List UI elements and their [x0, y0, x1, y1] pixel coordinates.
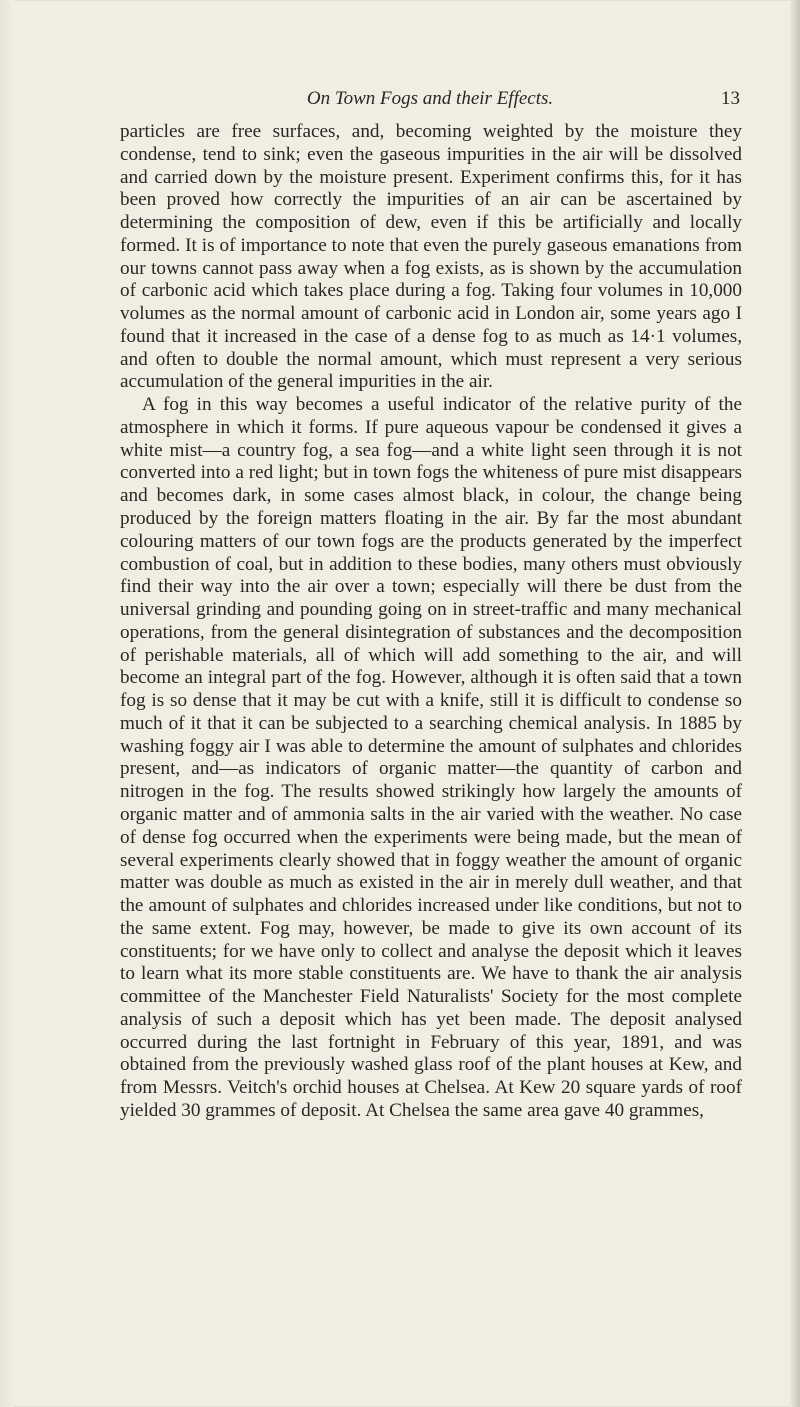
paragraph-fog-indicator: A fog in this way becomes a useful indicator of the relative purity of the atmosphere in which it forms. If pure aqueous vapour be condensed it gives a white mist—a country fog, a sea fog—and a white light seen through it is not converted into a red light; but in town fogs the whiteness of pure mist disappears and becomes dark, in some cases almost black, in colour, the change being produced by the foreign matters floating in the air. By far the most abundant colouring matters of our town fogs are the products generated by the imperfect combustion of coal, but in addition to these bodies, many others must obviously find their way into the air over a town; especially will there be dust from the universal grinding and pounding going on in street-traffic and many mechanical operations, from the general disintegration of substances and the decomposition of perishable materials, all of which will add something to the air, and will become an integral part of the fog. However, although it is often said that a town fog is so dense that it may be cut with a knife, still it is difficult to condense so much of it that it can be subjected to a searching chemical analysis. In 1885 by washing foggy air I was able to determine the amount of sulphates and chlorides present, and—as indicators of organic matter—the quantity of carbon and nitrogen in the fog. The results showed strikingly how largely the amounts of organic matter and of ammonia salts in the air varied with the weather. No case of dense fog occurred when the experiments were being made, but the mean of several experiments clearly showed that in foggy weather the amount of organic matter was double as much as existed in the air in merely dull weather, and that the amount of sulphates and chlorides increased under like conditions, but not to the same extent. Fog may, however, be made to give its own account of its constituents; for we have only to collect and analyse the deposit which it leaves to learn what its more stable constituents are. We have to thank the air analysis committee of the Manchester Field Naturalists' Society for the most complete analysis of such a deposit which has yet been made. The deposit analysed occurred during the last fortnight in February of this year, 1891, and was obtained from the previously washed glass roof of the plant houses at Kew, and from Messrs. Veitch's orchid houses at Chelsea. At Kew 20 square yards of roof yielded 30 grammes of deposit. At Chelsea the same area gave 40 grammes, [120, 394, 742, 1121]
paragraph-continuation: particles are free surfaces, and, becoming weighted by the moisture they condense, tend to sink; even the gaseous impurities in the air will be dissolved and carried down by the moisture present. Experiment confirms this, for it has been proved how correctly the impurities of an air can be ascertained by determining the composition of dew, even if this be artificially and locally formed. It is of importance to note that even the purely gaseous emanations from our towns cannot pass away when a fog exists, as is shown by the accumulation of carbonic acid which takes place during a fog. Taking four volumes in 10,000 volumes as the normal amount of carbonic acid in London air, some years ago I found that it increased in the case of a dense fog to as much as 14·1 volumes, and often to double the normal amount, which must represent a very serious accumulation of the general impurities in the air. [120, 121, 742, 393]
page-number: 13 [721, 88, 740, 109]
running-head [120, 88, 740, 114]
running-title: On Town Fogs and their Effects. [306, 88, 554, 109]
body-text [120, 121, 742, 1123]
